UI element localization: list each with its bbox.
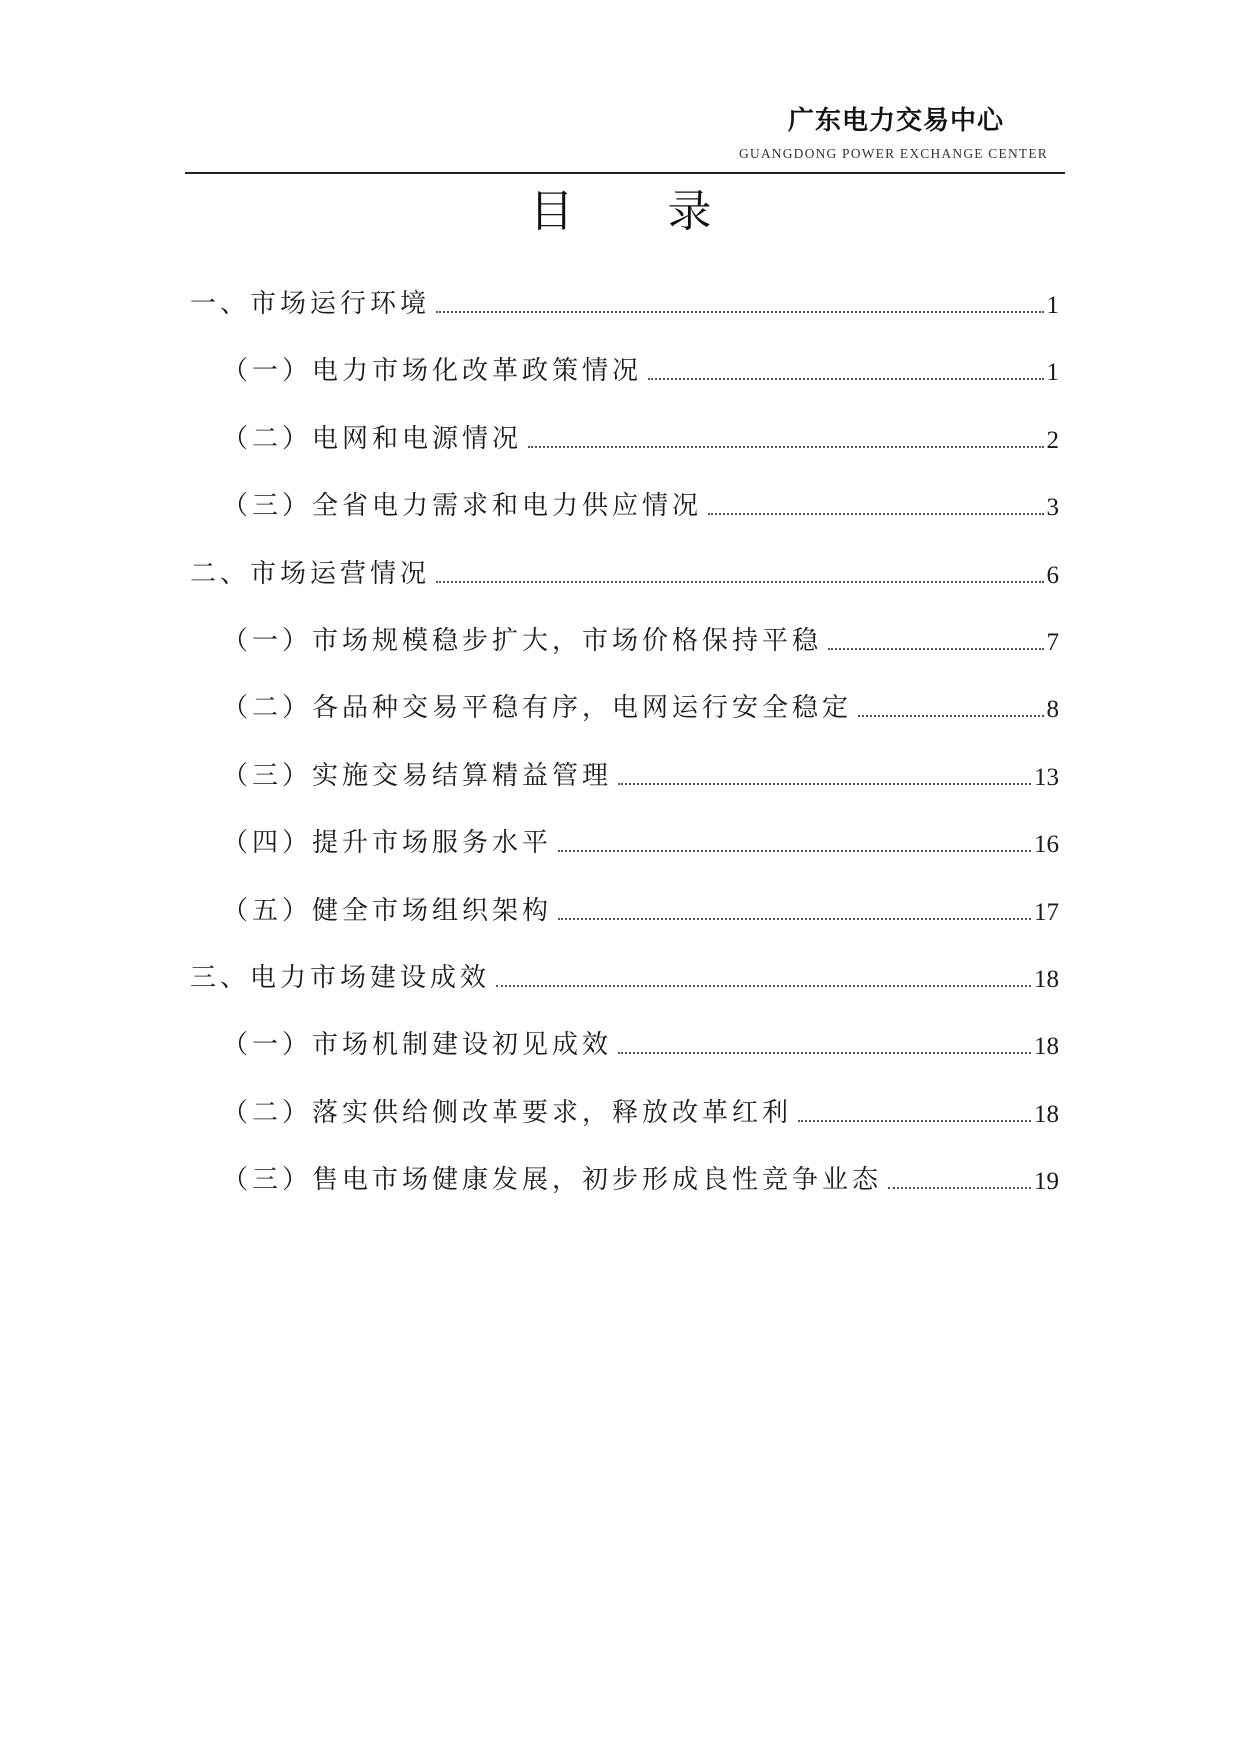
- toc-title: 目 录: [529, 186, 752, 237]
- toc-entry-label: （二）落实供给侧改革要求，释放改革红利: [222, 1098, 793, 1128]
- toc-entry-page: 18: [1034, 1033, 1059, 1060]
- toc-entry-page: 7: [1046, 629, 1059, 656]
- toc-entry-label: （五）健全市场组织架构: [222, 896, 553, 926]
- toc-entry[interactable]: [222, 1025, 1059, 1061]
- header-org-name-en: GUANGDONG POWER EXCHANGE CENTER: [738, 146, 1048, 161]
- toc-entry-page: 18: [1034, 1101, 1059, 1128]
- toc-entry-label: （一）市场规模稳步扩大，市场价格保持平稳: [222, 626, 823, 656]
- toc-dot-leader: [496, 985, 1031, 987]
- toc-entry[interactable]: [222, 688, 1059, 724]
- toc-dot-leader: [648, 378, 1043, 380]
- toc-dot-leader: [618, 783, 1031, 785]
- toc-entry-label: （二）各品种交易平稳有序，电网运行安全稳定: [222, 693, 853, 723]
- toc-dot-leader: [558, 918, 1031, 920]
- toc-entry-label: 二、市场运营情况: [190, 559, 431, 589]
- toc-entry-page: 1: [1046, 359, 1059, 386]
- toc-entry[interactable]: [222, 419, 1059, 455]
- toc-entry-page: 19: [1034, 1168, 1059, 1195]
- toc-entry-label: 三、电力市场建设成效: [190, 963, 491, 993]
- toc-entry[interactable]: [222, 756, 1059, 792]
- toc-dot-leader: [558, 850, 1031, 852]
- toc-entry-page: 17: [1034, 899, 1059, 926]
- toc-dot-leader: [618, 1052, 1031, 1054]
- toc-entry[interactable]: [222, 621, 1059, 657]
- toc-entry[interactable]: [222, 351, 1059, 387]
- toc-entry-page: 16: [1034, 831, 1059, 858]
- toc-entry-page: 3: [1046, 494, 1059, 521]
- toc-entry[interactable]: [222, 1160, 1059, 1196]
- toc-entry[interactable]: [190, 284, 1059, 320]
- toc-entry[interactable]: [222, 823, 1059, 859]
- toc-entry-page: 8: [1046, 696, 1059, 723]
- toc-entry-page: 6: [1046, 562, 1059, 589]
- toc-entry[interactable]: [222, 486, 1059, 522]
- toc-dot-leader: [528, 446, 1043, 448]
- toc-entry-label: （三）实施交易结算精益管理: [222, 761, 613, 791]
- toc-dot-leader: [858, 715, 1043, 717]
- toc-dot-leader: [798, 1120, 1031, 1122]
- toc-entry-page: 13: [1034, 764, 1059, 791]
- toc-dot-leader: [888, 1187, 1031, 1189]
- toc-dot-leader: [436, 311, 1043, 313]
- toc-entry-label: （三）全省电力需求和电力供应情况: [222, 491, 703, 521]
- toc-entry[interactable]: [222, 891, 1059, 927]
- header-divider: [185, 172, 1065, 174]
- toc-dot-leader: [436, 581, 1043, 583]
- toc-entry-label: （二）电网和电源情况: [222, 424, 523, 454]
- toc-entry-label: （三）售电市场健康发展，初步形成良性竞争业态: [222, 1165, 883, 1195]
- toc-entry-label: （四）提升市场服务水平: [222, 828, 553, 858]
- toc-dot-leader: [708, 513, 1043, 515]
- toc-entry[interactable]: [190, 958, 1059, 994]
- toc-entry-label: （一）电力市场化改革政策情况: [222, 356, 643, 386]
- toc-entry-label: 一、市场运行环境: [190, 289, 431, 319]
- toc-entry-page: 1: [1046, 292, 1059, 319]
- toc-dot-leader: [828, 648, 1043, 650]
- header-org-name-cn: 广东电力交易中心: [787, 106, 1004, 136]
- toc-entry[interactable]: [222, 1093, 1059, 1129]
- toc-entry[interactable]: [190, 554, 1059, 590]
- toc-entry-page: 2: [1046, 427, 1059, 454]
- toc-entry-label: （一）市场机制建设初见成效: [222, 1030, 613, 1060]
- toc-entry-page: 18: [1034, 966, 1059, 993]
